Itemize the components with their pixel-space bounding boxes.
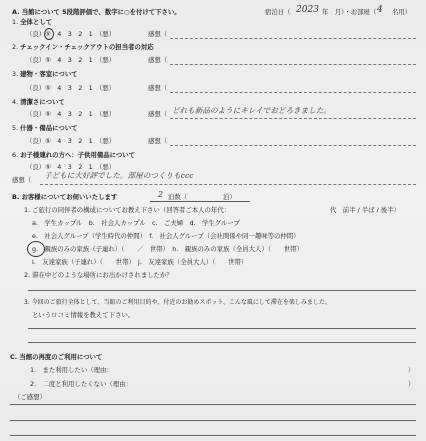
q1-option-row-1: a. 学生カップル b. 社会人カップル c. ご夫婦 d. 学生グループ: [32, 219, 240, 227]
q1-option-row-4: i. 友達家族（子連れ）（ 世帯） j. 友達家族（全員大人）（ 世帯）: [32, 258, 248, 266]
section-c-option-2-close: ）: [408, 380, 415, 388]
section-c-option-2: 2. 二度と利用したくない（理由：: [30, 380, 132, 388]
impressions-line-2: [10, 420, 416, 421]
section-c-option-1-close: ）: [408, 366, 415, 374]
rating-5-comment-label: 感想（: [148, 137, 168, 145]
section-b-heading: B. お客様についてお伺いいたします: [12, 193, 118, 201]
rating-6-title: 6. お子様連れの方へ：子供用備品について: [12, 151, 136, 159]
rating-2-comment-line: [170, 64, 416, 65]
rating-2-title: 2. チェックイン・チェックアウトの担当者の対応: [12, 43, 154, 51]
rating-2-comment-label: 感想（: [148, 56, 168, 64]
q3-text-line-1: 3. 今回のご旅行全体として、当館のご利用目的や、付近のお勧めスポット、こんな風にして滞在を楽しみました、: [24, 299, 331, 306]
rating-5-comment-line: [170, 145, 416, 146]
rating-3-title: 3. 建物・客室について: [12, 70, 78, 78]
section-c-heading: C. 当館の再度のご利用について: [10, 353, 103, 361]
rating-1-scale: （良）⑤ 4 3 2 1 （悪）: [26, 30, 116, 38]
nights-value: 2: [158, 190, 164, 199]
section-a-heading: A. 当館について 5段階評価で、数字に○を付けて下さい。: [12, 8, 181, 16]
rating-1-title: 1. 全体として: [12, 18, 53, 26]
stay-date-value: 2023: [296, 5, 319, 15]
rating-4-comment: どれも新品のようにキレイでおどろきました。: [172, 106, 332, 115]
rating-3-comment-label: 感想（: [148, 84, 168, 92]
stay-date-label: 宿泊日（: [265, 8, 291, 16]
rating-1-comment-line: [170, 38, 416, 39]
rating-3-scale: （良）⑤ 4 3 2 1 （悪）: [26, 84, 116, 92]
rating-4-comment-label: 感想（: [148, 110, 168, 118]
impressions-line-1: [10, 404, 416, 405]
rating-6-scale: （良）⑤ 4 3 2 1 （悪）: [26, 163, 116, 171]
q3-answer-line-1: [28, 328, 416, 329]
q1-age-suffix: 代 前半 / 半ば / 後半）: [330, 206, 400, 214]
rating-4-scale: （良）⑤ 4 3 2 1 （悪）: [26, 110, 116, 118]
rating-1-selected-circle: [44, 28, 54, 40]
rating-5-title: 5. 什器・備品について: [12, 124, 78, 132]
rating-6-comment-label: 感想（: [12, 176, 32, 184]
option-g-selected-circle: [27, 241, 45, 257]
rating-4-title: 4. 清潔さについて: [12, 98, 65, 106]
impressions-line-3: [10, 435, 416, 436]
nights-suffix: 泊）: [223, 193, 236, 201]
impressions-label: （ご感想）: [14, 393, 46, 401]
rating-5-scale: （良）⑤ 4 3 2 1 （悪）: [26, 137, 116, 145]
q1-option-row-3: g. 親族のみの家族（子連れ）（ ／ 世帯） h. 親族のみの家族（全員大人）（ 世帯）: [32, 245, 303, 253]
q3-text-line-2: というロコミ情報を教えて下さい。: [32, 311, 135, 319]
stay-date-rest: 年 月）・お部屋（: [322, 8, 377, 16]
section-c-option-1: 1. また利用したい（理由：: [30, 366, 113, 374]
rating-1-comment-label: 感想（: [148, 30, 168, 38]
rating-4-comment-line: [170, 118, 416, 119]
q2-answer-line: [28, 290, 416, 291]
rating-6-comment-line: [40, 184, 416, 185]
nights-underline: [150, 201, 250, 202]
q2-text: 2. 滞在中どのような場所にお出かけされましたか？: [24, 271, 173, 279]
q1-option-row-2: e. 社会人グループ（学生時代の仲間） f. 社会人グループ（会社関係や同一趣味等の仲間）: [32, 232, 300, 240]
rating-6-comment: 子どもに大好評でした。部屋のつくりもccc: [44, 171, 194, 180]
rating-3-comment-line: [170, 92, 416, 93]
room-value: 4: [377, 5, 383, 15]
q3-answer-line-2: [28, 342, 416, 343]
q1-text: 1. ご旅行の同伴者の構成についてお教え下さい（回答者ご本人の年代：: [24, 206, 231, 214]
nights-label: 泊数（: [168, 193, 188, 201]
rating-2-scale: （良）⑤ 4 3 2 1 （悪）: [26, 56, 116, 64]
room-suffix: 名用）: [392, 8, 412, 16]
